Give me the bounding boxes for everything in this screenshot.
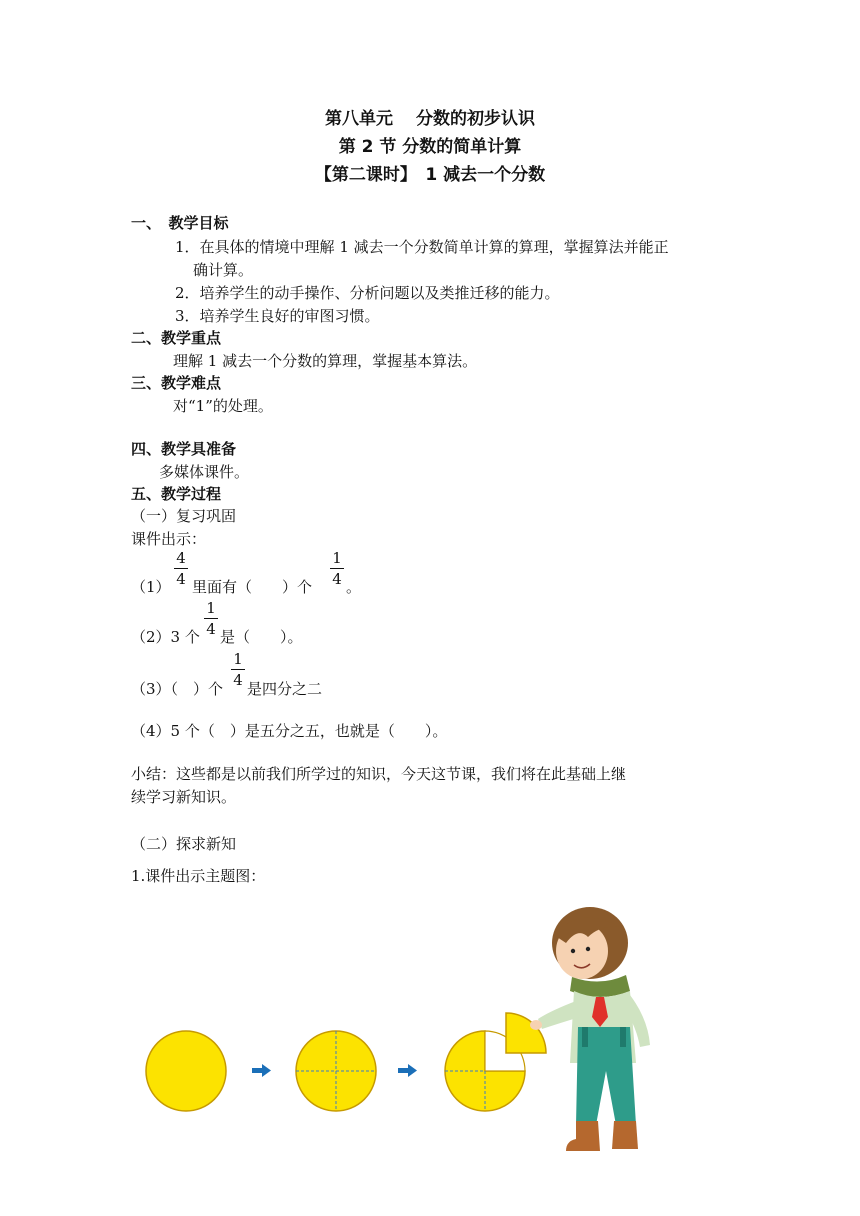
- q2-prefix: （2）3 个: [131, 628, 200, 646]
- goal-1-line-b: 确计算。: [193, 261, 254, 279]
- q1-middle: 里面有（ ）个: [192, 578, 313, 596]
- whole-circle: [146, 1031, 226, 1111]
- key-heading: 二、教学重点: [131, 329, 222, 347]
- q3-prefix: （3）（ ）个: [131, 680, 224, 698]
- quartered-circle: [296, 1031, 376, 1111]
- key-text: 理解 1 减去一个分数的算理，掌握基本算法。: [173, 352, 478, 370]
- title-unit: 第八单元 分数的初步认识: [325, 109, 535, 129]
- fraction-bar: [174, 568, 188, 569]
- fraction-denominator: 4: [176, 570, 186, 588]
- prep-heading: 四、教学具准备: [131, 440, 237, 458]
- fraction-denominator: 4: [233, 671, 243, 689]
- arrow-right-icon: [252, 1064, 271, 1077]
- fraction-bar: [330, 568, 344, 569]
- fraction-one-fourth: [330, 549, 344, 588]
- show-label: 课件出示：: [131, 530, 207, 548]
- girl-icon: [530, 907, 650, 1151]
- q3-suffix: 是四分之二: [247, 680, 323, 698]
- goal-1-line-a: 1．在具体的情境中理解 1 减去一个分数简单计算的算理，掌握算法并能正: [175, 238, 669, 256]
- review-heading: （一）复习巩固: [131, 507, 237, 525]
- fraction-numerator: 1: [206, 599, 216, 617]
- topic-illustration: [130, 895, 690, 1155]
- arrow-right-icon: [398, 1064, 417, 1077]
- topic-label: 1.课件出示主题图：: [131, 867, 266, 885]
- title-lesson: 【第二课时】 1 减去一个分数: [314, 165, 546, 185]
- q2-suffix: 是（ ）。: [220, 628, 303, 646]
- difficulty-heading: 三、教学难点: [131, 374, 222, 392]
- fraction-numerator: 1: [332, 549, 342, 567]
- fraction-denominator: 4: [332, 570, 342, 588]
- explore-heading: （二）探求新知: [131, 835, 237, 853]
- fraction-bar: [231, 669, 245, 670]
- fraction-one-fourth: [231, 650, 245, 689]
- fraction-denominator: 4: [206, 620, 216, 638]
- goal-2: 2．培养学生的动手操作、分析问题以及类推迁移的能力。: [175, 284, 560, 302]
- difficulty-text: 对“1”的处理。: [173, 397, 273, 415]
- summary-line-a: 小结：这些都是以前我们所学过的知识，今天这节课，我们将在此基础上继: [131, 765, 627, 783]
- q4-text: （4）5 个（ ）是五分之五，也就是（ ）。: [131, 722, 448, 740]
- fraction-numerator: 4: [176, 549, 186, 567]
- fraction-one-fourth: [204, 599, 218, 638]
- fraction-bar: [204, 618, 218, 619]
- prep-text: 多媒体课件。: [159, 463, 250, 481]
- title-section: 第 2 节 分数的简单计算: [338, 137, 522, 157]
- fraction-numerator: 1: [233, 650, 243, 668]
- q1-suffix: 。: [346, 578, 362, 596]
- fraction-four-fourths: [174, 549, 188, 588]
- goals-heading: 一、 教学目标: [131, 214, 229, 232]
- summary-line-b: 续学习新知识。: [131, 788, 237, 806]
- process-heading: 五、教学过程: [131, 485, 222, 503]
- goal-3: 3．培养学生良好的审图习惯。: [175, 307, 380, 325]
- q1-prefix: （1）: [131, 578, 171, 596]
